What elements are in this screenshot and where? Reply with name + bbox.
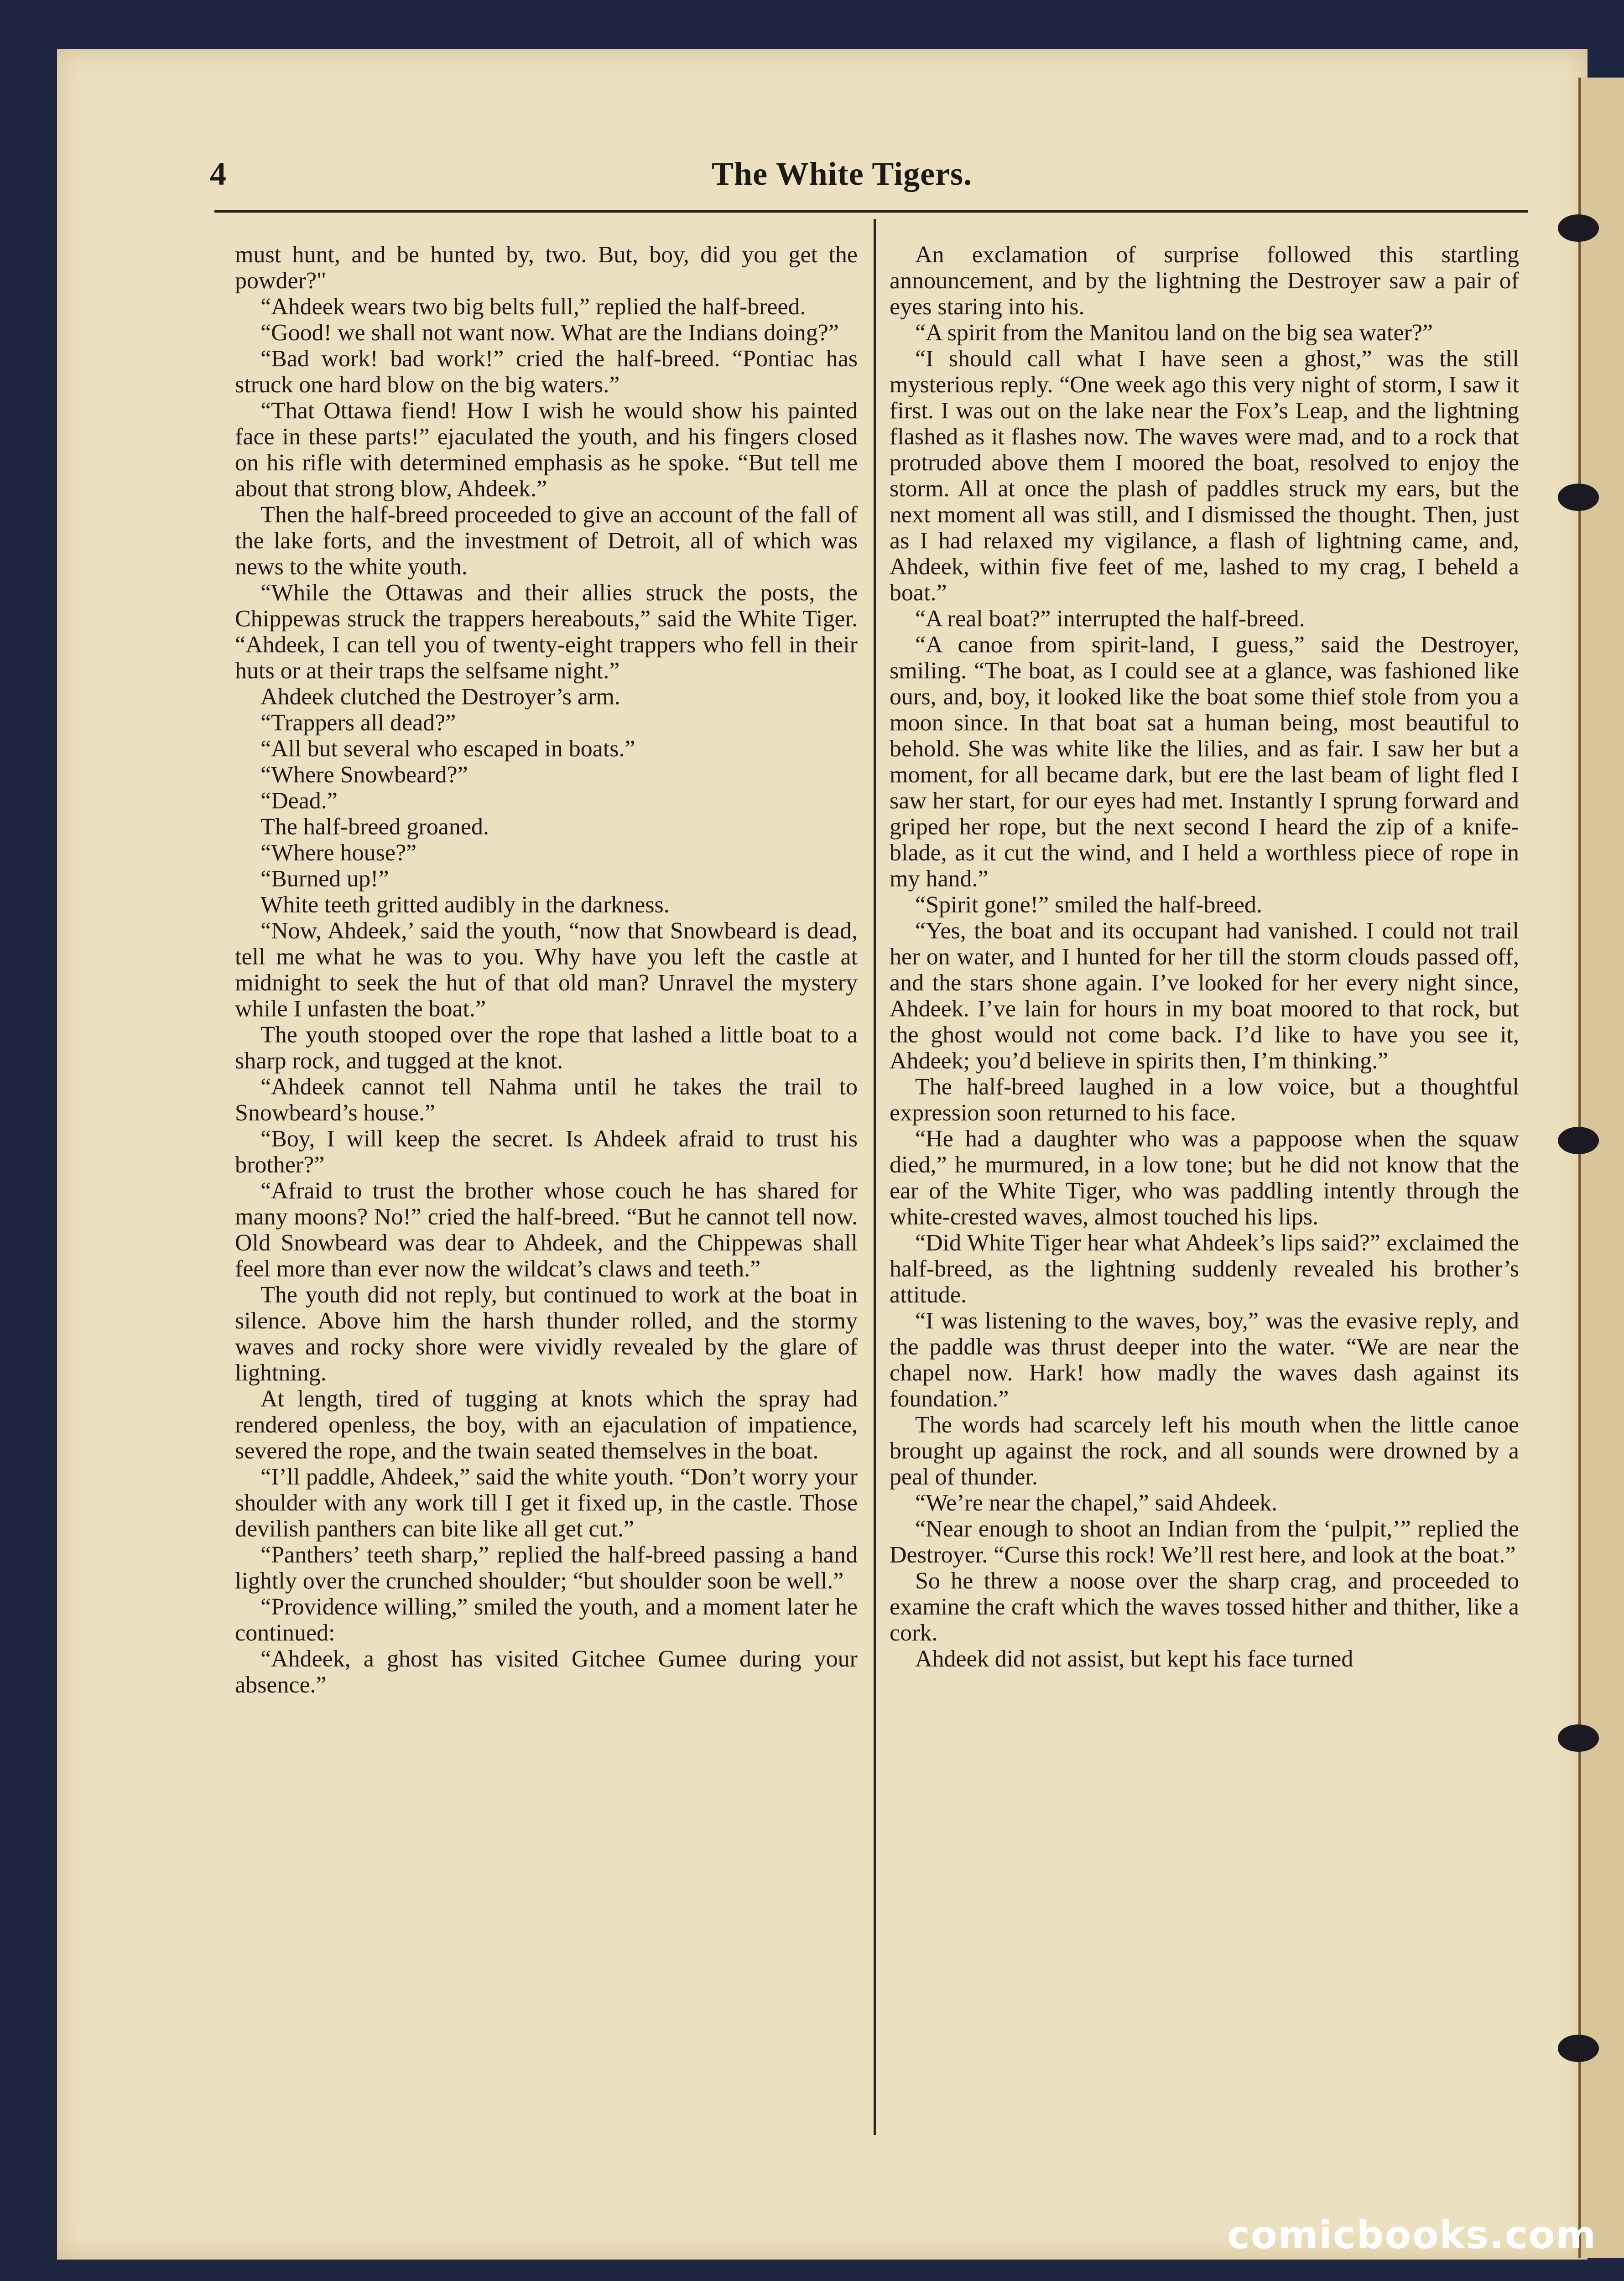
paragraph: “A canoe from spirit-land, I guess,” said the Destroyer, smiling. “The boat, as I could see at a glance, was fashioned like ours, and, boy, it looked like the boat some thief stole from you a moon since. In that boat sat a human being, most beautiful to behold. She was white like the lilies, and as fair. I saw her but a moment, for all became dark, but ere the last beam of light fled I saw her start, for our eyes had met. Instantly I sprung forward and griped her rope, but the next second I heard the zip of a knife-blade, as it cut the wind, and I held a worthless piece of rope in my hand.” bbox=[890, 632, 1519, 892]
paragraph: The half-breed laughed in a low voice, but a thoughtful expression soon returned to his face. bbox=[890, 1074, 1519, 1126]
paragraph: Ahdeek clutched the Destroyer’s arm. bbox=[260, 684, 620, 710]
paragraph: “Did White Tiger hear what Ahdeek’s lips said?” exclaimed the half-breed, as the lightning suddenly revealed his brother’s attitude. bbox=[890, 1230, 1519, 1308]
paragraph: “Burned up!” bbox=[260, 866, 389, 892]
paragraph: “Good! we shall not want now. What are the Indians doing?” bbox=[260, 320, 839, 346]
binding-hole bbox=[1558, 2035, 1599, 2062]
paragraph: “Dead.” bbox=[260, 788, 338, 814]
paragraph: The youth stooped over the rope that lashed a little boat to a sharp rock, and tugged at the knot. bbox=[235, 1022, 858, 1074]
paragraph: “Where house?” bbox=[260, 840, 417, 866]
paragraph: Then the half-breed proceeded to give an account of the fall of the lake forts, and the investment of Detroit, all of which was news to the white youth. bbox=[235, 502, 858, 580]
binding-hole bbox=[1558, 1127, 1599, 1154]
page-header bbox=[210, 155, 1524, 201]
paragraph: Ahdeek did not assist, but kept his face turned bbox=[915, 1646, 1353, 1672]
paragraph: White teeth gritted audibly in the darkness. bbox=[260, 892, 670, 918]
paragraph: “That Ottawa fiend! How I wish he would show his painted face in these parts!” ejaculated the youth, and his fingers closed on his rifle with determined emphasis as he spoke. “But tell me about that strong blow, Ahdeek.” bbox=[235, 398, 858, 502]
paragraph: “We’re near the chapel,” said Ahdeek. bbox=[915, 1490, 1278, 1516]
paragraph: “A real boat?” interrupted the half-breed. bbox=[915, 606, 1305, 632]
paragraph: “Yes, the boat and its occupant had vanished. I could not trail her on water, and I hunted for her till the storm clouds passed off, and the stars shone again. I’ve looked for her every night since, Ahdeek. I’ve lain for hours in my boat moored to that rock, but the ghost would not come back. I’d like to have you see it, Ahdeek; you’d believe in spirits then, I’m thinking.” bbox=[890, 918, 1519, 1074]
column-divider bbox=[874, 219, 876, 2135]
paragraph: “Ahdeek, a ghost has visited Gitchee Gumee during your absence.” bbox=[235, 1646, 858, 1698]
paragraph: The words had scarcely left his mouth when the little canoe brought up against the rock, and all sounds were drowned by a peal of thunder. bbox=[890, 1412, 1519, 1490]
paragraph: “I’ll paddle, Ahdeek,” said the white youth. “Don’t worry your shoulder with any work till I get it fixed up, in the castle. Those devilish panthers can bite like all get cut.” bbox=[235, 1464, 858, 1542]
paragraph: “All but several who escaped in boats.” bbox=[260, 736, 635, 762]
paragraph: “I was listening to the waves, boy,” was the evasive reply, and the paddle was thrust deeper into the water. “We are near the chapel now. Hark! how madly the waves dash against its foundation.” bbox=[890, 1308, 1519, 1412]
paragraph: At length, tired of tugging at knots which the spray had rendered openless, the boy, with an ejaculation of impatience, severed the rope, and the twain seated themselves in the boat. bbox=[235, 1386, 858, 1464]
paragraph: “I should call what I have seen a ghost,” was the still mysterious reply. “One week ago this very night of storm, I saw it first. I was out on the lake near the Fox’s Leap, and the lightning flashed as it flashes now. The waves were mad, and to a rock that protruded above them I moored the boat, resolved to enjoy the storm. All at once the plash of paddles struck my ears, but the next moment all was still, and I dismissed the thought. Then, just as I had relaxed my vigilance, a flash of lightning came, and, Ahdeek, within five feet of me, lashed to my crag, I beheld a boat.” bbox=[890, 346, 1519, 606]
binding-hole bbox=[1558, 1724, 1599, 1752]
paragraph: An exclamation of surprise followed this startling announcement, and by the lightning the Destroyer saw a pair of eyes staring into his. bbox=[890, 242, 1519, 320]
paragraph: “A spirit from the Manitou land on the big sea water?” bbox=[915, 320, 1433, 346]
running-title: The White Tigers. bbox=[712, 156, 973, 192]
paragraph: “Panthers’ teeth sharp,” replied the half-breed passing a hand lightly over the crunched shoulder; “but shoulder soon be well.” bbox=[235, 1542, 858, 1594]
paragraph: “Boy, I will keep the secret. Is Ahdeek afraid to trust his brother?” bbox=[235, 1126, 858, 1178]
paragraph: “Providence willing,” smiled the youth, and a moment later he continued: bbox=[235, 1594, 858, 1646]
next-page-edge bbox=[1578, 78, 1624, 2258]
paragraph: The youth did not reply, but continued to work at the boat in silence. Above him the harsh thunder rolled, and the stormy waves and rocky shore were vividly revealed by the glare of lightning. bbox=[235, 1282, 858, 1386]
paragraph: “Ahdeek cannot tell Nahma until he takes the trail to Snowbeard’s house.” bbox=[235, 1074, 858, 1126]
paragraph: “Near enough to shoot an Indian from the ‘pulpit,’” replied the Destroyer. “Curse this rock! We’ll rest here, and look at the boat.” bbox=[890, 1516, 1519, 1568]
paragraph: So he threw a noose over the sharp crag, and proceeded to examine the craft which the waves tossed hither and thither, like a cork. bbox=[890, 1568, 1519, 1646]
right-column bbox=[890, 242, 1519, 1672]
paragraph: “Where Snowbeard?” bbox=[260, 762, 468, 788]
paragraph: “Bad work! bad work!” cried the half-breed. “Pontiac has struck one hard blow on the big waters.” bbox=[235, 346, 858, 398]
paragraph: “Ahdeek wears two big belts full,” replied the half-breed. bbox=[260, 294, 806, 320]
paragraph: must hunt, and be hunted by, two. But, boy, did you get the powder?" bbox=[235, 242, 858, 294]
binding-hole bbox=[1558, 484, 1599, 511]
left-column bbox=[235, 242, 858, 1698]
paragraph: “Trappers all dead?” bbox=[260, 710, 456, 736]
binding-hole bbox=[1558, 214, 1599, 242]
header-rule bbox=[214, 210, 1528, 213]
paragraph: “Now, Ahdeek,’ said the youth, “now that Snowbeard is dead, tell me what he was to you. Why have you left the castle at midnight to seek the hut of that old man? Unravel the mystery while I unfasten the boat.” bbox=[235, 918, 858, 1022]
paragraph: “He had a daughter who was a pappoose when the squaw died,” he murmured, in a low tone; but he did not know that the ear of the White Tiger, who was paddling intently through the white-crested waves, almost touched his lips. bbox=[890, 1126, 1519, 1230]
page-number: 4 bbox=[210, 156, 226, 192]
watermark: comicbooks.com bbox=[1227, 2213, 1597, 2257]
paragraph: “Spirit gone!” smiled the half-breed. bbox=[915, 892, 1262, 918]
paragraph: “While the Ottawas and their allies struck the posts, the Chippewas struck the trappers hereabouts,” said the White Tiger. “Ahdeek, I can tell you of twenty-eight trappers who fell in their huts or at their traps the selfsame night.” bbox=[235, 580, 858, 684]
paragraph: “Afraid to trust the brother whose couch he has shared for many moons? No!” cried the half-breed. “But he cannot tell now. Old Snowbeard was dear to Ahdeek, and the Chippewas shall feel more than ever now the wildcat’s claws and teeth.” bbox=[235, 1178, 858, 1282]
paragraph: The half-breed groaned. bbox=[260, 814, 489, 840]
